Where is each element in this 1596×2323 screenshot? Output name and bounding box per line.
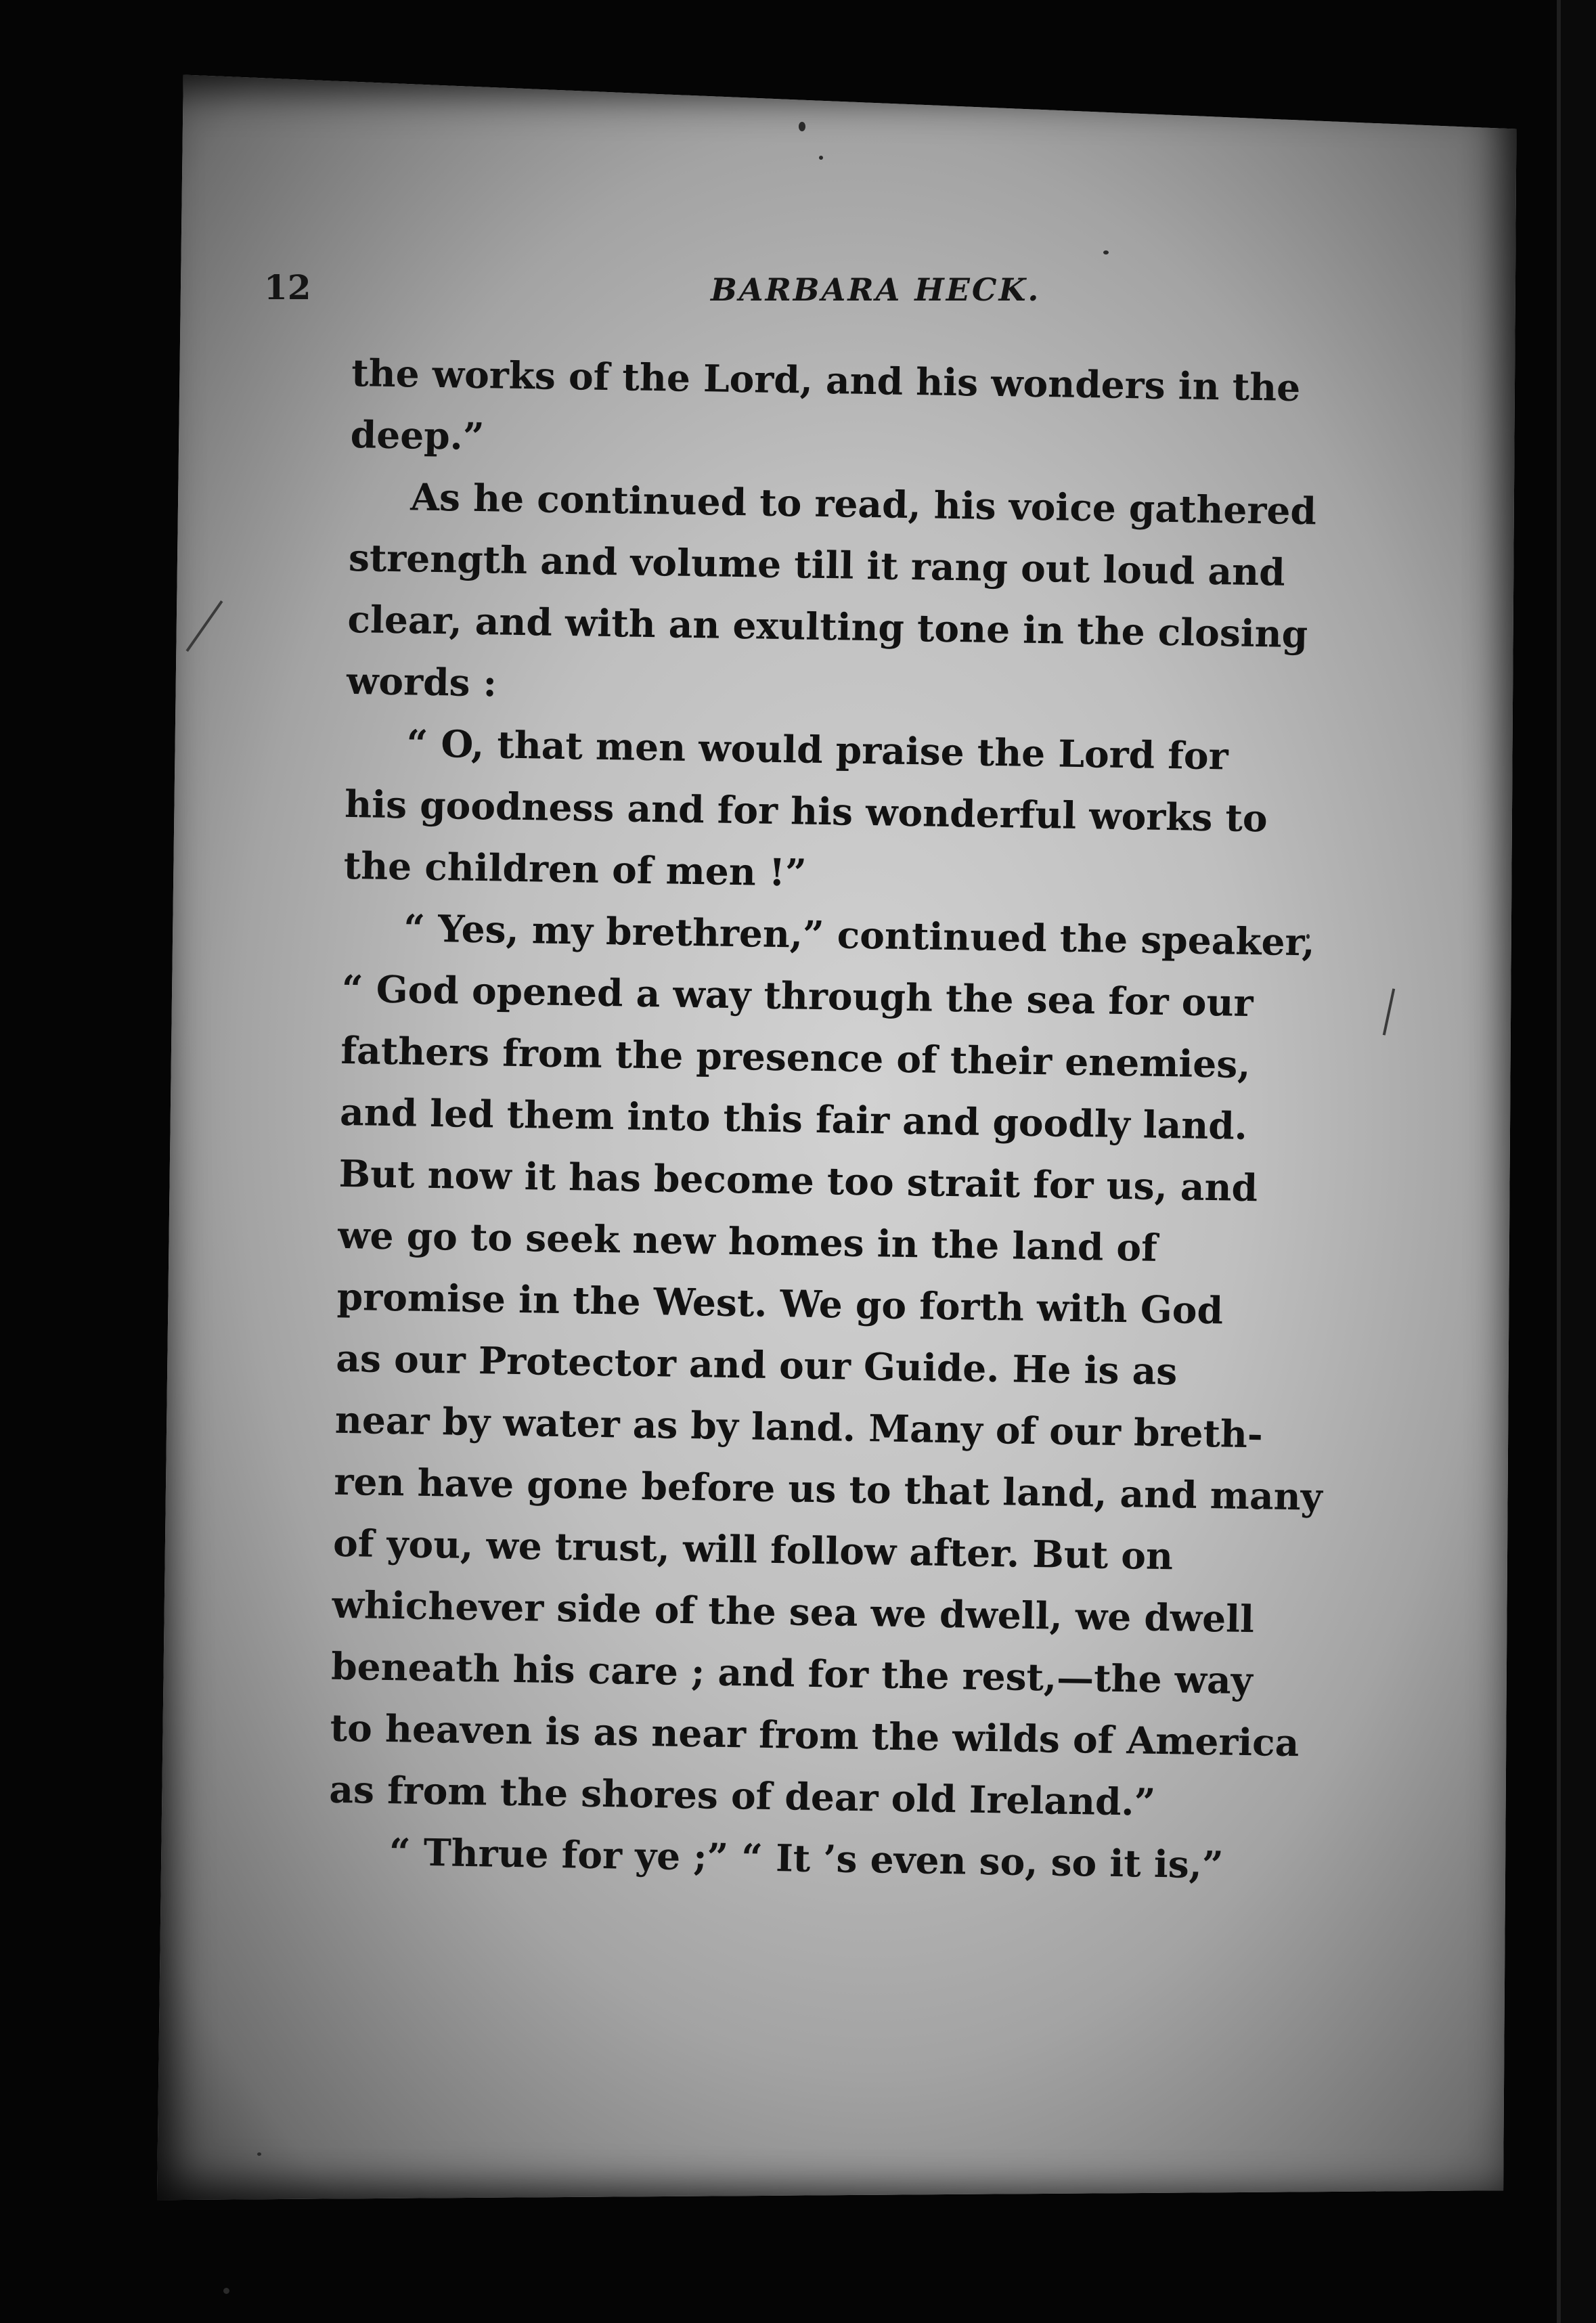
adjacent-page-edge	[1557, 0, 1596, 2323]
text-line: as from the shores of dear old Ireland.”	[328, 1767, 1156, 1824]
text-line: we go to seek new homes in the land of	[337, 1212, 1158, 1270]
text-line: ren have gone before us to that land, and many	[334, 1459, 1323, 1519]
running-head	[264, 267, 1367, 322]
text-line: As he continued to read, his voice gathered	[409, 474, 1317, 533]
text-line: whichever side of the sea we dwell, we dwell	[332, 1582, 1255, 1641]
text-line: to heaven is as near from the wilds of America	[330, 1705, 1300, 1765]
running-title: BARBARA HECK.	[711, 271, 1041, 308]
text-line: as our Protector and our Guide. He is as	[335, 1335, 1178, 1394]
text-line: of you, we trust, will follow after. But on	[332, 1520, 1174, 1578]
page-number: 12	[264, 267, 311, 307]
text-line: fathers from the presence of their enemies,	[340, 1027, 1251, 1086]
text-line: But now it has become too strait for us, and	[338, 1151, 1258, 1210]
text-line: the children of men !”	[343, 843, 807, 895]
text-line: and led them into this fair and goodly land.	[339, 1089, 1248, 1148]
body-text	[328, 342, 1327, 1897]
text-line: “ Thrue for ye ;” “ It ’s even so, so it is,”	[389, 1830, 1224, 1887]
text-line: strength and volume till it rang out loud and	[348, 535, 1286, 594]
text-line: near by water as by land. Many of our breth-	[334, 1397, 1264, 1457]
text-line: “ O, that men would praise the Lord for	[406, 721, 1229, 778]
text-line: the works of the Lord, and his wonders in the	[351, 350, 1301, 410]
text-line: clear, and with an exulting tone in the closing	[347, 596, 1308, 657]
text-line: “ God opened a way through the sea for our	[341, 966, 1254, 1025]
text-line: beneath his care ; and for the rest,—the way	[330, 1643, 1254, 1703]
text-line: words :	[346, 658, 497, 705]
text-line: deep.”	[350, 412, 485, 459]
text-line: promise in the West. We go forth with God	[336, 1274, 1224, 1333]
text-line: “ Yes, my brethren,” continued the speaker,	[403, 906, 1316, 965]
text-line: his goodness and for his wonderful works to	[344, 781, 1268, 841]
